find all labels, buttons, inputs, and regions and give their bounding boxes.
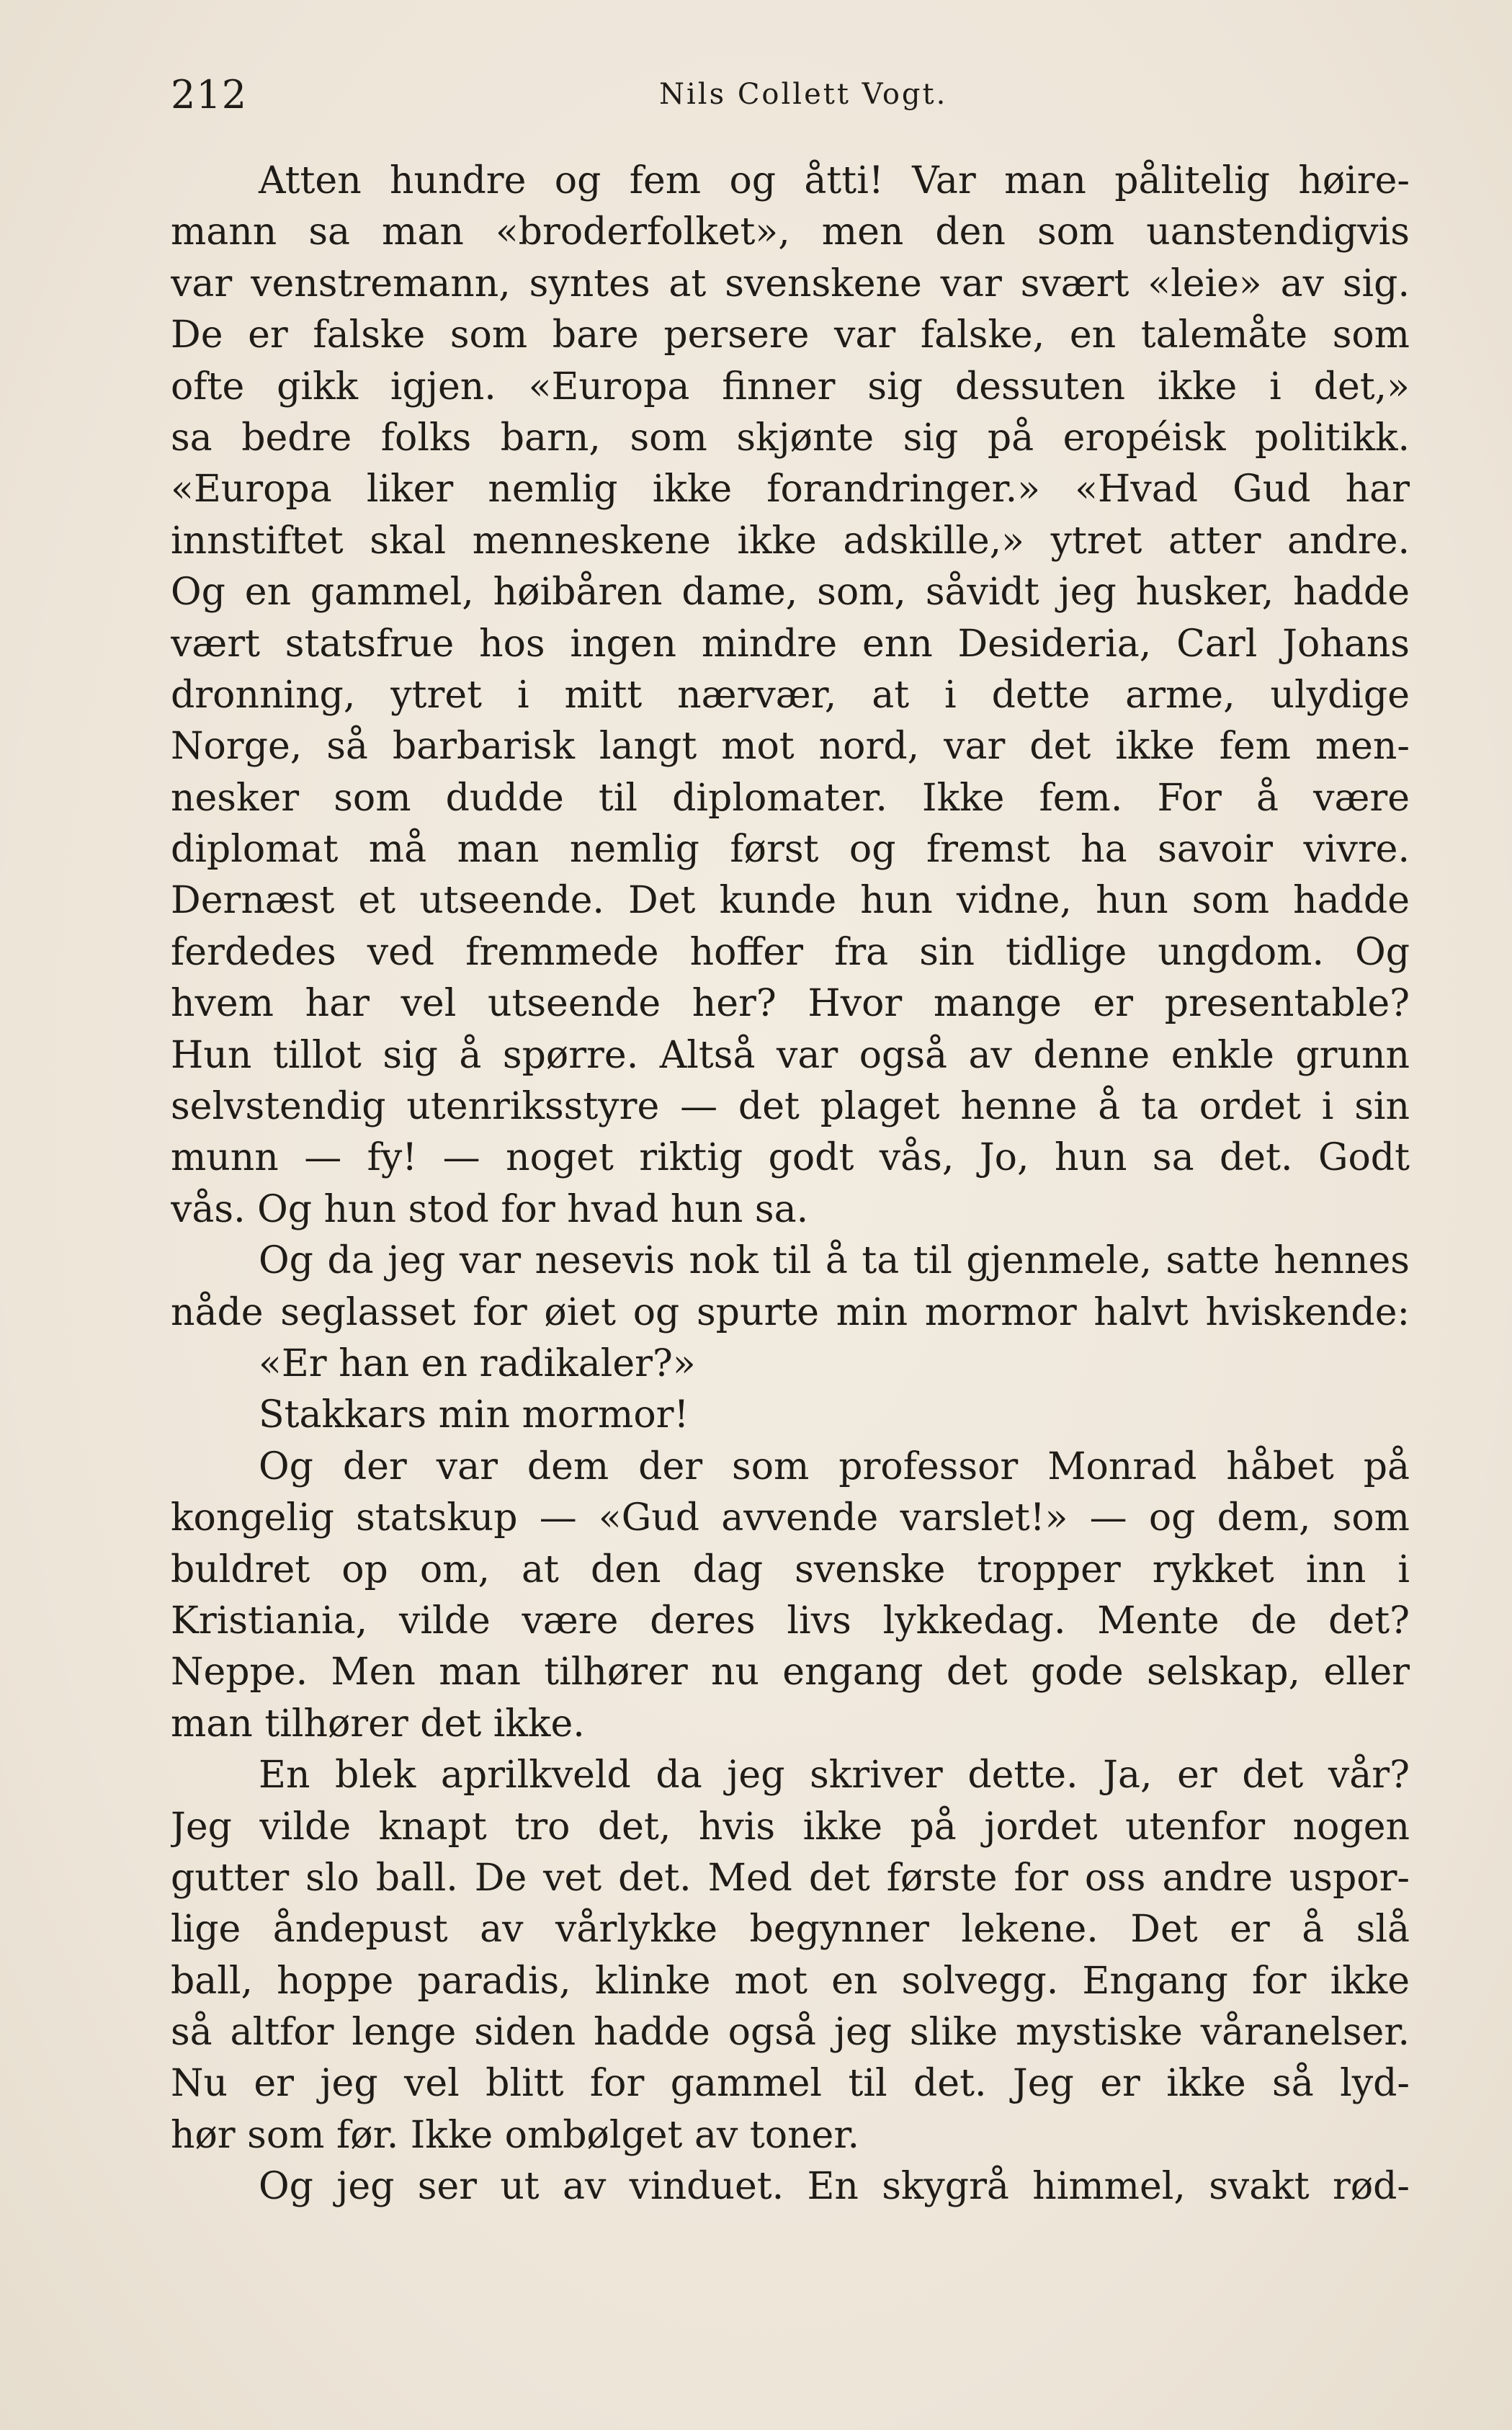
text-line: dronning, ytret i mitt nærvær, at i dette arme, ulydige [171, 673, 1410, 717]
text-line: gutter slo ball. De vet det. Med det første for oss andre uspor- [171, 1856, 1410, 1900]
text-line: «Er han en radikaler?» [259, 1341, 696, 1385]
text-line: selvstendig utenriksstyre — det plaget henne å ta ordet i sin [171, 1085, 1410, 1129]
text-line: nåde seglasset for øiet og spurte min mormor halvt hviskende: [171, 1290, 1410, 1334]
page-header [171, 66, 1410, 124]
text-line: mann sa man «broderfolket», men den som uanstendigvis [171, 210, 1410, 254]
text-line: vært statsfrue hos ingen mindre enn Desideria, Carl Johans [171, 622, 1410, 666]
text-line: ofte gikk igjen. «Europa finner sig dessuten ikke i det,» [171, 365, 1410, 408]
text-line: munn — fy! — noget riktig godt vås, Jo, hun sa det. Godt [171, 1136, 1410, 1180]
text-line: Jeg vilde knapt tro det, hvis ikke på jordet utenfor nogen [171, 1805, 1410, 1849]
text-line: hør som før. Ikke ombølget av toner. [171, 2113, 860, 2157]
text-line: sa bedre folks barn, som skjønte sig på eropéisk politikk. [171, 416, 1410, 460]
text-line: Norge, så barbarisk langt mot nord, var det ikke fem men- [171, 725, 1410, 769]
text-line: Stakkars min mormor! [259, 1393, 689, 1437]
text-line: «Europa liker nemlig ikke forandringer.» «Hvad Gud har [171, 468, 1410, 512]
text-line: En blek aprilkveld da jeg skriver dette. Ja, er det vår? [259, 1754, 1410, 1797]
text-line: Kristiania, vilde være deres livs lykkedag. Mente de det? [171, 1599, 1410, 1643]
text-line: Dernæst et utseende. Det kunde hun vidne, hun som hadde [171, 879, 1410, 923]
text-line: så altfor lenge siden hadde også jeg slike mystiske våranelser. [171, 2011, 1410, 2055]
text-line: De er falske som bare persere var falske, en talemåte som [171, 313, 1410, 357]
text-line: nesker som dudde til diplomater. Ikke fem. For å være [171, 776, 1410, 820]
text-line: Hun tillot sig å spørre. Altså var også av denne enkle grunn [171, 1033, 1410, 1077]
text-line: Og der var dem der som professor Monrad håbet på [259, 1444, 1410, 1488]
text-line: man tilhører det ikke. [171, 1702, 585, 1746]
body-text [171, 156, 1410, 2213]
text-line: Og da jeg var nesevis nok til å ta til gjenmele, satte hennes [259, 1239, 1410, 1283]
text-line: Atten hundre og fem og åtti! Var man pålitelig høire- [259, 159, 1410, 202]
page-number: 212 [171, 72, 248, 117]
text-line: Neppe. Men man tilhører nu engang det gode selskap, eller [171, 1650, 1410, 1694]
text-line: kongelig statskup — «Gud avvende varslet!» — og dem, som [171, 1496, 1410, 1540]
text-line: Nu er jeg vel blitt for gammel til det. Jeg er ikke så lyd- [171, 2062, 1410, 2106]
text-line: ferdedes ved fremmede hoffer fra sin tidlige ungdom. Og [171, 930, 1410, 974]
text-line: var venstremann, syntes at svenskene var svært «leie» av sig. [171, 262, 1410, 305]
text-line: diplomat må man nemlig først og fremst ha savoir vivre. [171, 828, 1410, 872]
text-line: innstiftet skal menneskene ikke adskille,» ytret atter andre. [171, 519, 1410, 563]
text-line: hvem har vel utseende her? Hvor mange er presentable? [171, 982, 1410, 1026]
text-line: ball, hoppe paradis, klinke mot en solvegg. Engang for ikke [171, 1959, 1410, 2003]
text-line: lige åndepust av vårlykke begynner lekene. Det er å slå [171, 1908, 1410, 1952]
text-line: buldret op om, at den dag svenske tropper rykket inn i [171, 1547, 1410, 1591]
text-line: vås. Og hun stod for hvad hun sa. [171, 1187, 809, 1231]
running-head: Nils Collett Vogt. [659, 78, 948, 111]
text-line: Og jeg ser ut av vinduet. En skygrå himmel, svakt rød- [259, 2165, 1410, 2209]
text-line: Og en gammel, høibåren dame, som, såvidt jeg husker, hadde [171, 571, 1410, 615]
